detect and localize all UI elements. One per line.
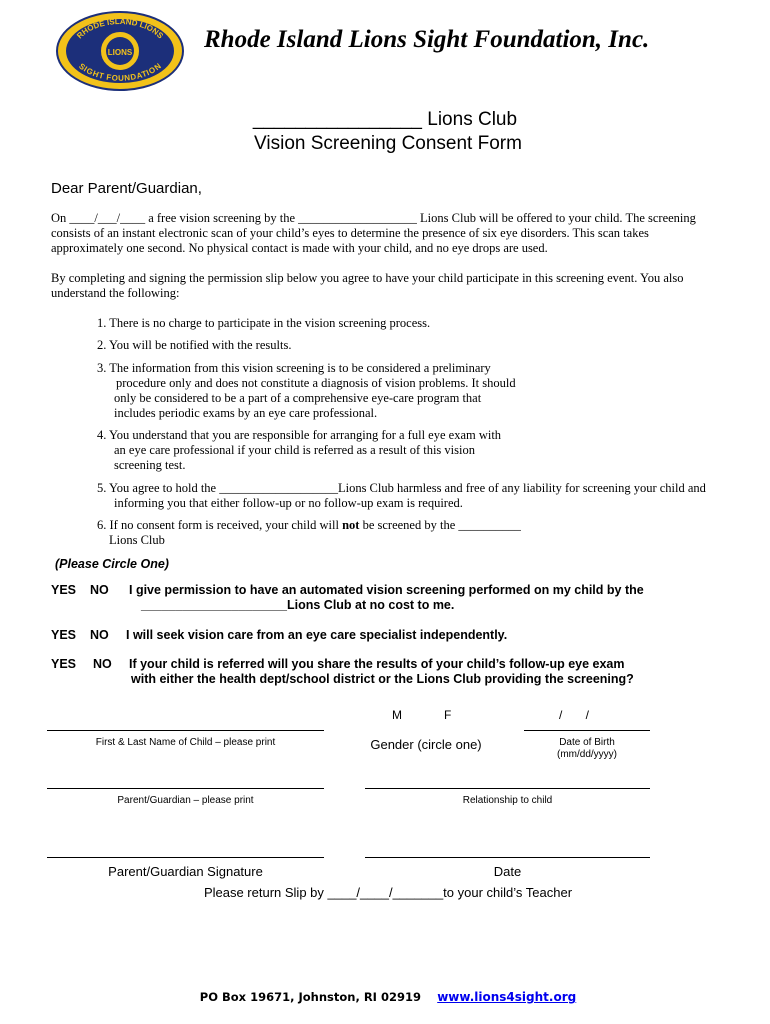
date-field[interactable] [365,857,650,858]
relationship-field[interactable] [365,788,650,789]
footer-address: PO Box 19671, Johnston, RI 02919 [199,990,421,1004]
no-option-1[interactable]: NO [90,583,109,597]
lions-logo [55,10,185,92]
guardian-name-label: Parent/Guardian – please print [117,795,254,806]
question-3: If your child is referred will you share the results of your child’s follow-up eye exam [129,657,625,671]
list-item: 3. The information from this vision screening is to be considered a preliminary [97,361,491,375]
website-link[interactable]: www.lions4sight.org [437,990,577,1004]
list-item [97,518,521,533]
gender-label: Gender (circle one) [370,737,482,752]
logo-text-bottom: SIGHT FOUNDATION [77,61,163,83]
yes-option-3[interactable]: YES [51,657,77,671]
child-name-field[interactable] [47,730,324,731]
dob-label: Date of Birth [559,737,615,748]
no-option-3[interactable]: NO [93,657,112,671]
question-3-cont: with either the health dept/school district or the Lions Club providing the screening? [131,672,634,686]
date-label: Date [493,864,522,879]
list-item-text: 6. If no consent form is received, your child will [97,518,339,532]
guardian-name-field[interactable] [47,788,324,789]
gender-m[interactable]: M [392,708,402,722]
relationship-label: Relationship to child [462,795,553,806]
list-item-emphasis: not [342,518,360,532]
question-2: I will seek vision care from an eye care specialist independently. [126,628,508,642]
list-item: 1. There is no charge to participate in the vision screening process. [97,316,431,330]
return-slip-note: Please return Slip by ____/____/_______to your child’s Teacher [203,885,573,900]
foundation-title: Rhode Island Lions Sight Foundation, Inc. [204,26,650,53]
question-1: I give permission to have an automated vision screening performed on my child by the [129,583,644,597]
dob-slashes: / / [559,708,590,722]
club-line: ________________ Lions Club [252,109,518,130]
yes-option-2[interactable]: YES [51,628,77,642]
list-item: procedure only and does not constitute a diagnosis of vision problems. It should [116,376,516,390]
no-option-2[interactable]: NO [90,628,109,642]
list-item: 4. You understand that you are responsible for arranging for a full eye exam with [97,428,502,442]
question-1-cont: _____________________Lions Club at no cost to me. [141,598,455,612]
list-item: 5. You agree to hold the ___________________Lions Club harmless and free of any liability for screening your child and [97,481,706,495]
dob-field[interactable] [524,730,650,731]
circle-note: (Please Circle One) [55,557,169,571]
signature-field[interactable] [47,857,324,858]
logo-text-top: RHODE ISLAND LIONS [75,16,165,41]
form-title: Vision Screening Consent Form [254,133,522,154]
child-name-label: First & Last Name of Child – please print [95,737,276,748]
list-item-text: be screened by the __________ [362,518,521,532]
gender-f[interactable]: F [444,708,452,722]
logo-center-text: LIONS [107,48,133,57]
list-item: Lions Club [109,533,165,547]
footer [0,990,770,1005]
list-item: includes periodic exams by an eye care professional. [114,406,378,420]
list-item: screening test. [114,458,186,472]
yes-option-1[interactable]: YES [51,583,77,597]
list-item: only be considered to be a part of a comprehensive eye-care program that [114,391,482,405]
agreement-paragraph: By completing and signing the permission slip below you agree to have your child participate in this screening event. You also understand the following: [51,271,684,300]
signature-label: Parent/Guardian Signature [108,864,263,879]
greeting: Dear Parent/Guardian, [51,180,202,197]
list-item: 2. You will be notified with the results. [97,338,292,352]
list-item: informing you that either follow-up or no follow-up exam is required. [114,496,463,510]
dob-format-label: (mm/dd/yyyy) [557,749,617,760]
intro-paragraph: On ____/___/____ a free vision screening by the ___________________ Lions Club will be offered to your child. The screening consists of an instant electronic scan of your child’s eyes to determine the presence of six eye disorders. This scan takes approximately one second. No physical contact is made with your child, and no eye drops are used. [51,211,696,255]
list-item: an eye care professional if your child is referred as a result of this vision [114,443,475,457]
